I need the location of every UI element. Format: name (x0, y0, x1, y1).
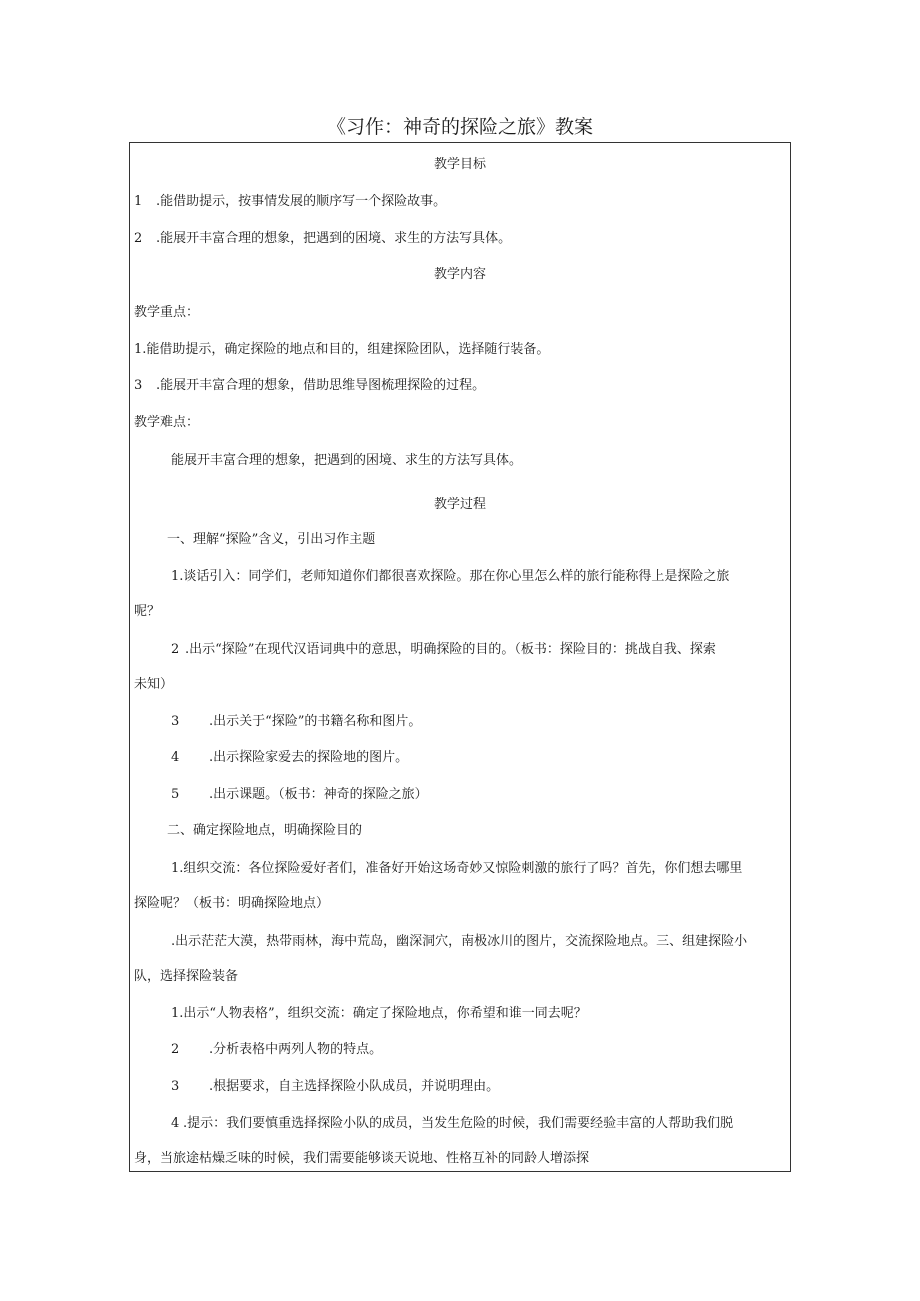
goal-number: 1 (134, 194, 143, 209)
para-number: 3 (171, 1079, 180, 1094)
sec1-para-2-line-1 (171, 640, 716, 660)
sec3-para-1: 1.出示“人物表格”，组织交流：确定了探险地点，你希望和谁一同去呢？ (171, 1006, 587, 1021)
sec1-para-1-line-1: 1.谈话引入：同学们，老师知道你们都很喜欢探险。那在你心里怎么样的旅行能称得上是探险之旅 (171, 569, 730, 584)
sec1-para-4 (171, 748, 408, 768)
para-number: 5 (171, 787, 180, 802)
para-number: 4 (171, 750, 180, 765)
content-heading: 教学内容 (433, 267, 486, 282)
para-text: .提示：我们要慎重选择探险小队的成员，当发生危险的时候，我们需要经验丰富的人帮助我们脱 (183, 1116, 734, 1131)
lesson-plan-table (129, 142, 791, 1172)
sec2-para-1-line-2: 探险呢？（板书：明确探险地点） (134, 896, 330, 911)
para-text: .分析表格中两列人物的特点。 (209, 1042, 383, 1057)
goal-item-1 (134, 192, 446, 212)
goal-item-2 (134, 229, 511, 249)
key-point-number: 3 (134, 378, 143, 393)
sec1-para-1-line-2: 呢？ (134, 604, 161, 619)
process-heading: 教学过程 (433, 497, 486, 512)
para-text: .根据要求，自主选择探险小队成员，并说明理由。 (209, 1079, 500, 1094)
key-point-text: .能展开丰富合理的想象，借助思维导图梳理探险的过程。 (156, 378, 486, 393)
para-number: 2 (171, 642, 180, 657)
document-title: 《习作：神奇的探险之旅》教案 (326, 116, 593, 138)
key-point-1 (134, 340, 549, 360)
sec1-para-3 (171, 712, 421, 732)
para-number: 2 (171, 1042, 180, 1057)
para-text: .出示关于“探险”的书籍名称和图片。 (209, 714, 422, 729)
sec2-para-1-line-1: 1.组织交流：各位探险爱好者们，准备好开始这场奇妙又惊险刺激的旅行了吗？首先，你们想去哪里 (171, 861, 743, 876)
goals-heading: 教学目标 (433, 157, 486, 172)
sec3-para-4-line-2: 身，当旅途枯燥乏味的时候，我们需要能够谈天说地、性格互补的同龄人增添探 (134, 1151, 590, 1166)
sec2-para-2-line-2: 队，选择探险装备 (134, 969, 239, 984)
goal-number: 2 (134, 231, 143, 246)
section-2-title: 二、确定探险地点，明确探险目的 (167, 823, 363, 838)
sec1-para-5 (171, 785, 428, 805)
key-points-label: 教学重点： (134, 305, 200, 320)
section-1-title: 一、理解“探险”含义，引出习作主题 (167, 532, 376, 547)
para-number: 3 (171, 714, 180, 729)
para-text: .出示“探险”在现代汉语词典中的意思，明确探险的目的。（板书：探险目的：挑战自我、探索 (185, 642, 716, 657)
goal-text: .能借助提示，按事情发展的顺序写一个探险故事。 (156, 194, 447, 209)
sec3-para-2 (171, 1040, 382, 1060)
sec3-para-3 (171, 1077, 499, 1097)
goal-text: .能展开丰富合理的想象，把遇到的困境、求生的方法写具体。 (156, 231, 512, 246)
sec1-para-2-line-2: 未知） (134, 677, 174, 692)
difficulty-text: 能展开丰富合理的想象，把遇到的困境、求生的方法写具体。 (171, 453, 523, 468)
sec3-para-4-line-1 (171, 1114, 733, 1134)
key-point-text: 1.能借助提示，确定探险的地点和目的，组建探险团队，选择随行装备。 (134, 342, 550, 357)
para-number: 4 (171, 1116, 180, 1131)
key-point-2 (134, 376, 485, 396)
sec2-para-2-line-1: .出示茫茫大漠，热带雨林，海中荒岛，幽深洞穴，南极冰川的图片，交流探险地点。三、组建探险小 (171, 934, 748, 949)
para-text: .出示探险家爱去的探险地的图片。 (209, 750, 409, 765)
para-text: .出示课题。（板书：神奇的探险之旅） (209, 787, 428, 802)
difficulty-label: 教学难点： (134, 415, 200, 430)
